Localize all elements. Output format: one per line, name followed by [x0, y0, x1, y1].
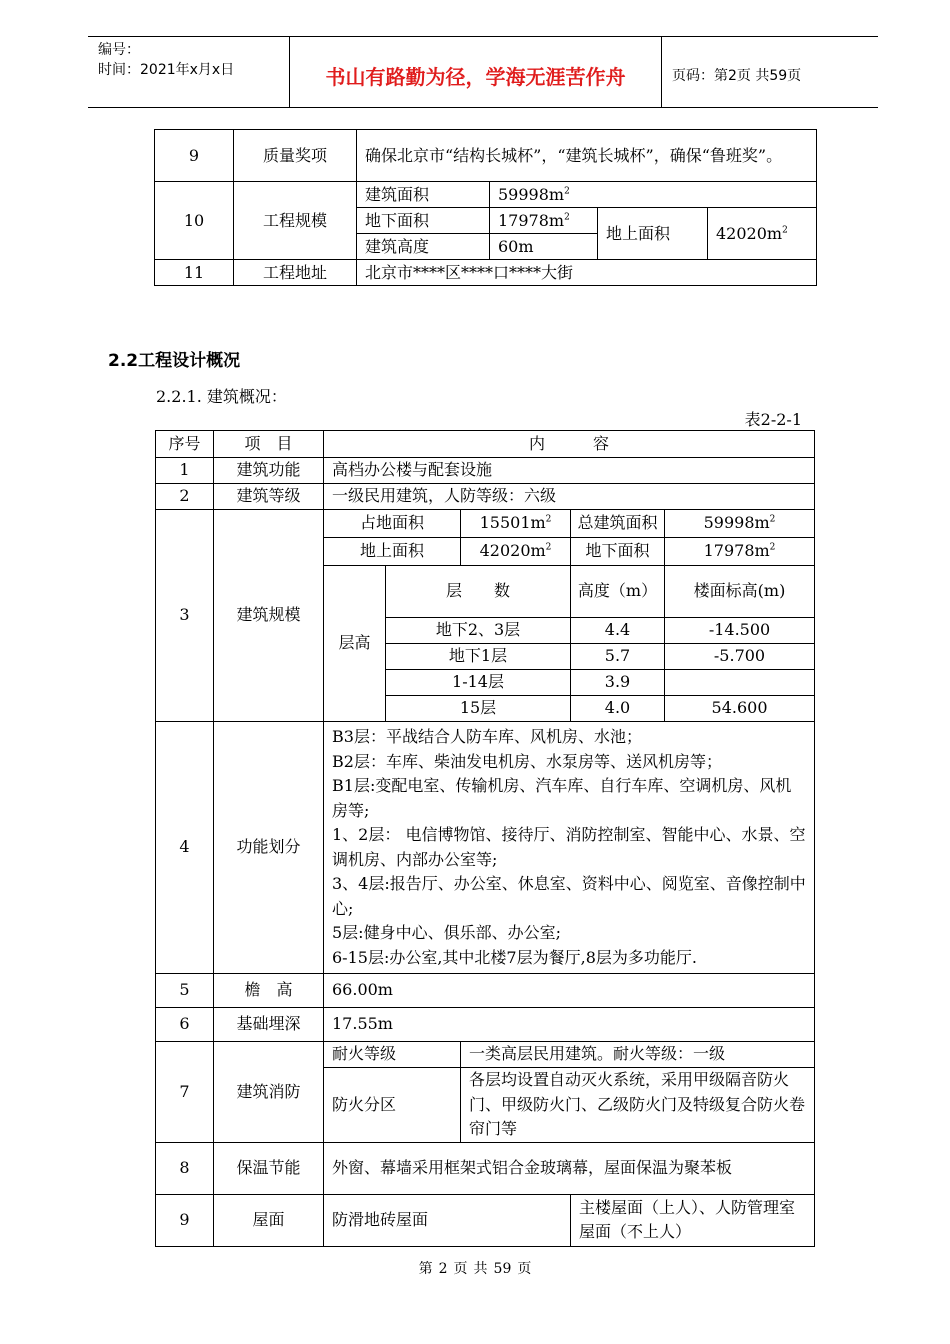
- cell-label: 地下面积: [571, 538, 665, 566]
- cell-label: 地上面积: [324, 538, 461, 566]
- zoning-line: B2层：车库、柴油发电机房、水泵房等、送风机房等；: [332, 751, 722, 771]
- table-row: [156, 1142, 815, 1194]
- table-row: [155, 182, 817, 208]
- floor-elevation: -5.700: [665, 644, 815, 670]
- row-number: 11: [155, 260, 234, 286]
- cell-value: 60m: [490, 234, 598, 260]
- cell-label: 地上面积: [598, 208, 708, 260]
- table-row: [155, 130, 817, 182]
- row-number: 9: [156, 1194, 214, 1246]
- floor-height: 4.4: [571, 618, 665, 644]
- zoning-line: 5层:健身中心、俱乐部、办公室;: [332, 923, 561, 942]
- row-content: 一级民用建筑，人防等级：六级: [324, 484, 815, 510]
- row-number: 10: [155, 182, 234, 260]
- row-number: 7: [156, 1042, 214, 1143]
- architecture-overview-table: [155, 430, 815, 1247]
- row-content: 66.00m: [324, 974, 815, 1008]
- floor-height: 5.7: [571, 644, 665, 670]
- footer-page-number: 2: [438, 1261, 448, 1277]
- cell-label: 总建筑面积: [571, 510, 665, 538]
- row-number: 8: [156, 1142, 214, 1194]
- floor-elevation: -14.500: [665, 618, 815, 644]
- code-label: 编号：: [98, 42, 140, 58]
- cell-label: 耐火等级: [324, 1042, 461, 1068]
- table-row: [156, 1194, 815, 1246]
- column-header: 序号: [156, 431, 214, 458]
- column-header: 项 目: [214, 431, 324, 458]
- row-content: 北京市****区****口****大街: [357, 260, 817, 286]
- row-number: 4: [156, 722, 214, 974]
- cell-label: 占地面积: [324, 510, 461, 538]
- zoning-line: B1层:变配电室、传输机房、汽车库、自行车库、空调机房、风机房等;: [332, 776, 792, 820]
- floor-name: 地下1层: [386, 644, 571, 670]
- row-number: 2: [156, 484, 214, 510]
- row-number: 6: [156, 1008, 214, 1042]
- floor-name: 1-14层: [386, 670, 571, 696]
- column-header: 内 容: [324, 431, 815, 458]
- table-row: [155, 260, 817, 286]
- row-item: 建筑等级: [214, 484, 324, 510]
- floor-height: 3.9: [571, 670, 665, 696]
- cell-value: 各层均设置自动灭火系统，采用甲级隔音防火门、甲级防火门、乙级防火门及特级复合防火卷帘门等: [461, 1068, 815, 1143]
- cell-label: 地下面积: [357, 208, 490, 234]
- cell-label: 建筑高度: [357, 234, 490, 260]
- table-row: [156, 510, 815, 538]
- row-note: 主楼屋面（上人）、人防管理室屋面（不上人）: [571, 1194, 815, 1246]
- footer-total-pages: 59: [493, 1261, 512, 1277]
- row-number: 3: [156, 510, 214, 722]
- table-row: [156, 974, 815, 1008]
- date-label: 时间：2021年x月x日: [98, 62, 235, 78]
- floor-elevation: [665, 670, 815, 696]
- row-content: 外窗、幕墙采用框架式铝合金玻璃幕，屋面保温为聚苯板: [324, 1142, 815, 1194]
- row-content: 确保北京市“结构长城杯”，“建筑长城杯”，确保“鲁班奖”。: [357, 130, 817, 182]
- row-item: 檐 高: [214, 974, 324, 1008]
- header-page-label: 页码：第2页 共59页: [672, 68, 802, 84]
- row-number: 9: [155, 130, 234, 182]
- table-row: [156, 1008, 815, 1042]
- cell-label: 防火分区: [324, 1068, 461, 1143]
- row-content: 防滑地砖屋面: [324, 1194, 571, 1246]
- zoning-line: B3层：平战结合人防车库、风机房、水池；: [332, 727, 642, 746]
- cell-value: $59998m^2$: [665, 510, 815, 538]
- table-row: [156, 484, 815, 510]
- table-number: 表2-2-1: [744, 410, 802, 429]
- row-item: 功能划分: [214, 722, 324, 974]
- cell-value: $17978m^2$: [665, 538, 815, 566]
- page-footer: [0, 1258, 950, 1278]
- column-header: 高度（m）: [571, 566, 665, 618]
- row-number: 1: [156, 458, 214, 484]
- footer-text: 第: [418, 1261, 433, 1277]
- zoning-line: 6-15层:办公室,其中北楼7层为餐厅,8层为多功能厅.: [332, 947, 697, 967]
- row-content: 高档办公楼与配套设施: [324, 458, 815, 484]
- section-title: 2.2工程设计概况: [108, 351, 241, 371]
- column-header: 层 数: [386, 566, 571, 618]
- header-motto: 书山有路勤为径，学海无涯苦作舟: [290, 37, 662, 107]
- row-item: 基础埋深: [214, 1008, 324, 1042]
- cell-label: 建筑面积: [357, 182, 490, 208]
- row-content: [324, 722, 815, 974]
- floor-height: 4.0: [571, 696, 665, 722]
- footer-text: 共: [473, 1261, 488, 1277]
- row-number: 5: [156, 974, 214, 1008]
- cell-value: $42020m^2$: [708, 208, 817, 260]
- floor-name: 地下2、3层: [386, 618, 571, 644]
- page-header: [88, 36, 878, 108]
- project-overview-table: [154, 129, 817, 286]
- floor-elevation: 54.600: [665, 696, 815, 722]
- row-content: 17.55m: [324, 1008, 815, 1042]
- footer-text: 页: [517, 1261, 532, 1277]
- row-item: 保温节能: [214, 1142, 324, 1194]
- row-item: 屋面: [214, 1194, 324, 1246]
- table-header-row: [156, 431, 815, 458]
- header-meta: [88, 37, 290, 107]
- footer-text: 页: [453, 1261, 468, 1277]
- table-row: [156, 1042, 815, 1068]
- zoning-line: 3、4层:报告厅、办公室、休息室、资料中心、阅览室、音像控制中心;: [332, 874, 806, 918]
- row-item: 建筑规模: [214, 510, 324, 722]
- row-item: 工程地址: [234, 260, 357, 286]
- cell-value: $17978m^2$: [490, 208, 598, 234]
- cell-label: 层高: [324, 566, 386, 722]
- row-item: 质量奖项: [234, 130, 357, 182]
- table-row: [156, 722, 815, 974]
- floor-name: 15层: [386, 696, 571, 722]
- row-item: 工程规模: [234, 182, 357, 260]
- zoning-line: 1、2层： 电信博物馆、接待厅、消防控制室、智能中心、水景、空调机房、内部办公室等;: [332, 825, 806, 869]
- cell-value: $15501m^2$: [461, 510, 571, 538]
- subsection-title: 2.2.1. 建筑概况：: [156, 387, 287, 406]
- cell-value: $59998m^2$: [490, 182, 817, 208]
- table-row: [156, 458, 815, 484]
- row-item: 建筑消防: [214, 1042, 324, 1143]
- cell-value: 一类高层民用建筑。耐火等级：一级: [461, 1042, 815, 1068]
- row-item: 建筑功能: [214, 458, 324, 484]
- cell-value: $42020m^2$: [461, 538, 571, 566]
- column-header: 楼面标高(m): [665, 566, 815, 618]
